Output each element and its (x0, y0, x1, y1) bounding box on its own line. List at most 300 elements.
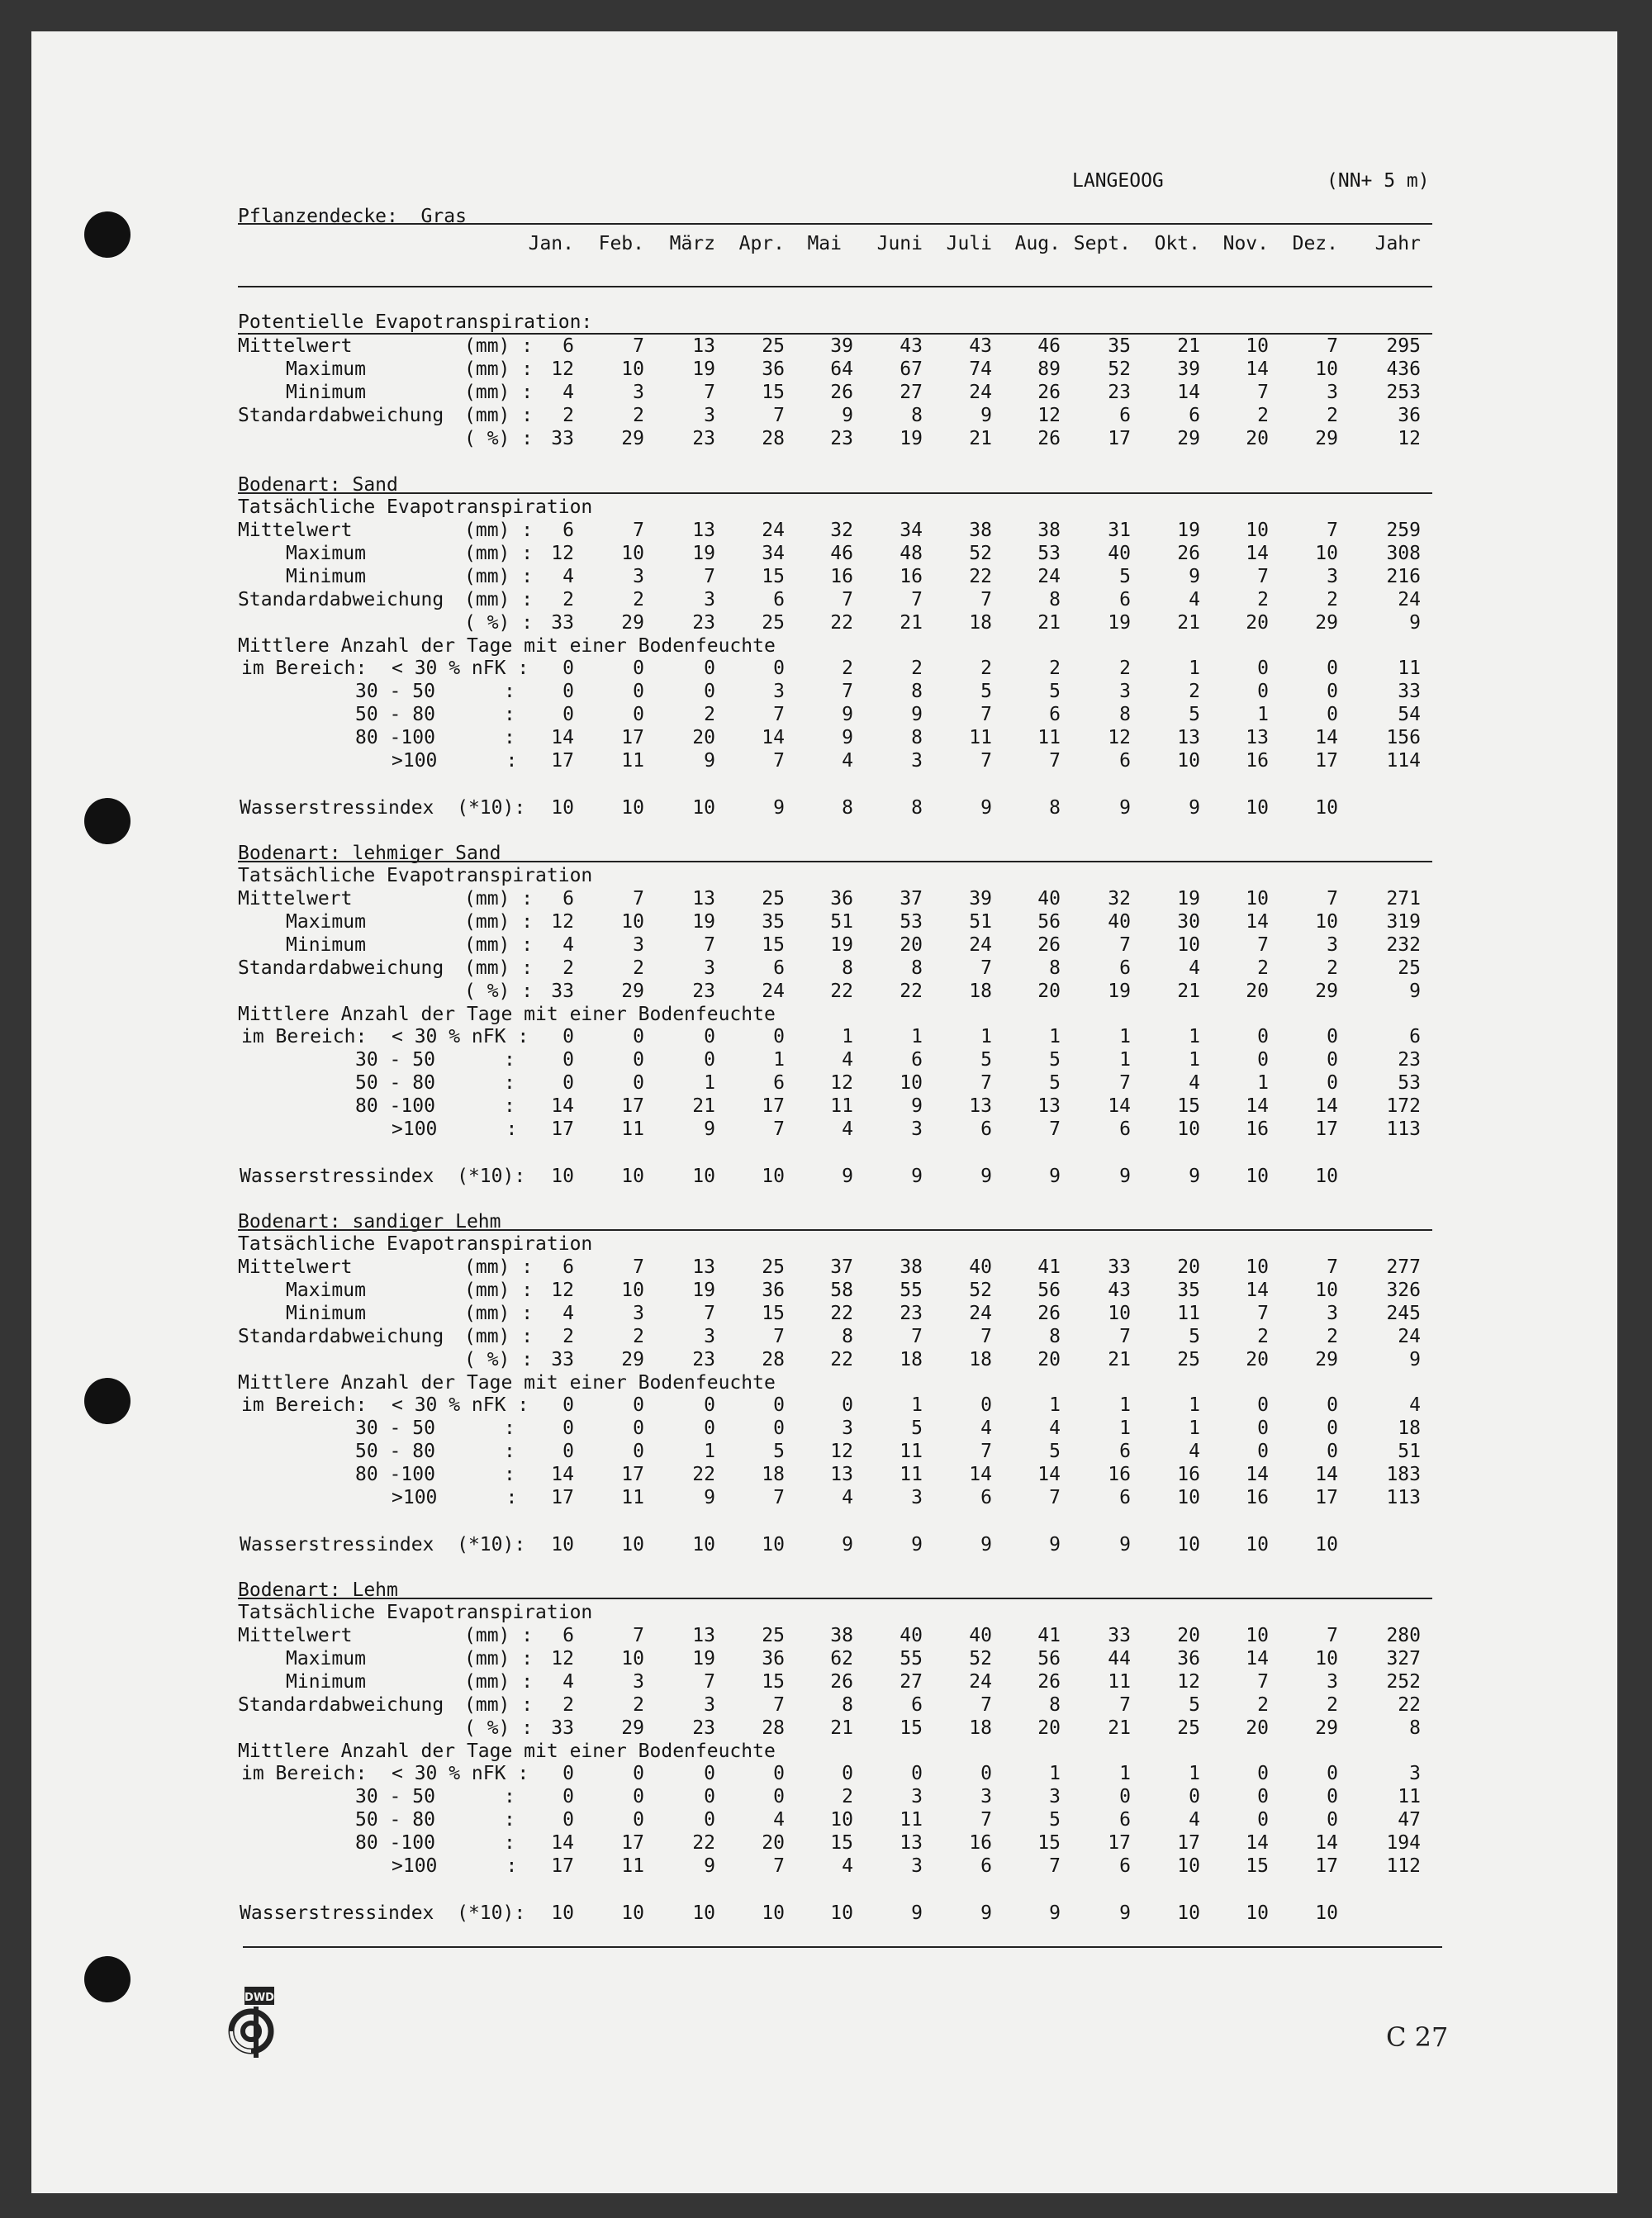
table-cell: 74 (969, 359, 992, 380)
table-cell: 156 (1386, 727, 1421, 748)
moisture-range-label: < 30 % nFK : (392, 1394, 529, 1416)
table-cell: 34 (762, 543, 785, 564)
divider-line (238, 492, 1432, 494)
table-cell: 0 (842, 1394, 853, 1416)
table-cell: 3 (704, 1694, 715, 1716)
table-cell: 3 (633, 934, 644, 956)
table-cell: 10 (1246, 797, 1269, 819)
table-cell: 0 (563, 1763, 574, 1784)
table-cell: 0 (1257, 1049, 1269, 1071)
table-cell: 2 (1189, 681, 1200, 702)
table-cell: 7 (1327, 888, 1338, 910)
table-cell: 9 (704, 1118, 715, 1140)
table-cell: 7 (773, 1326, 785, 1347)
table-cell: 13 (692, 335, 715, 357)
table-cell: 14 (1108, 1095, 1131, 1117)
table-cell: 7 (911, 589, 923, 610)
table-cell: 194 (1386, 1832, 1421, 1854)
table-cell: 24 (969, 1303, 992, 1324)
table-cell: 6 (773, 957, 785, 979)
table-cell: 7 (1257, 1303, 1269, 1324)
table-cell: 8 (1049, 797, 1061, 819)
table-cell: 12 (551, 543, 574, 564)
table-cell: 9 (1409, 1349, 1421, 1370)
table-cell: 9 (1049, 1902, 1061, 1924)
table-cell: 2 (1257, 405, 1269, 426)
table-cell: 14 (1315, 1464, 1338, 1485)
section-title: Potentielle Evapotranspiration: (238, 311, 593, 333)
table-cell: 22 (830, 612, 853, 634)
table-cell: 10 (1246, 888, 1269, 910)
table-cell: 10 (1246, 1256, 1269, 1278)
table-cell: 1 (1257, 704, 1269, 725)
table-cell: 5 (1189, 1326, 1200, 1347)
table-cell: 7 (980, 750, 992, 772)
table-cell: 10 (621, 543, 644, 564)
table-cell: 0 (633, 681, 644, 702)
table-cell: 56 (1037, 1648, 1061, 1669)
table-cell: 10 (551, 1902, 574, 1924)
table-cell: 7 (773, 1118, 785, 1140)
table-cell: 9 (1409, 981, 1421, 1002)
table-cell: 12 (1037, 405, 1061, 426)
table-cell: 6 (980, 1855, 992, 1877)
table-cell: 6 (773, 1072, 785, 1094)
table-cell: 0 (1257, 1394, 1269, 1416)
table-cell: 20 (1177, 1625, 1200, 1646)
table-cell: 5 (773, 1441, 785, 1462)
table-cell: 0 (633, 1809, 644, 1831)
table-cell: 40 (1108, 543, 1131, 564)
table-cell: 51 (830, 911, 853, 933)
table-cell: 9 (911, 704, 923, 725)
row-label: Standardabweichung (238, 1326, 444, 1347)
table-cell: 1 (704, 1072, 715, 1094)
table-cell: 3 (1327, 1671, 1338, 1693)
table-cell: 33 (551, 1717, 574, 1739)
table-cell: 10 (621, 1280, 644, 1301)
table-cell: 10 (1315, 1902, 1338, 1924)
table-cell: 7 (1049, 1487, 1061, 1508)
table-cell: 15 (762, 1303, 785, 1324)
table-cell: 26 (830, 382, 853, 403)
table-cell: 0 (704, 1394, 715, 1416)
table-cell: 0 (773, 1786, 785, 1807)
table-cell: 7 (704, 1303, 715, 1324)
table-cell: 17 (551, 750, 574, 772)
table-cell: 10 (621, 911, 644, 933)
table-cell: 0 (1257, 1418, 1269, 1439)
table-cell: 7 (1049, 1855, 1061, 1877)
table-cell: 53 (1398, 1072, 1421, 1094)
table-cell: 7 (704, 1671, 715, 1693)
table-cell: 8 (1049, 1694, 1061, 1716)
table-cell: 6 (773, 589, 785, 610)
divider-line (238, 861, 1432, 862)
row-label: Minimum (286, 382, 366, 403)
table-cell: 11 (1177, 1303, 1200, 1324)
row-unit: (mm) : (464, 1671, 534, 1693)
table-cell: 5 (980, 1049, 992, 1071)
table-cell: 14 (1246, 543, 1269, 564)
table-cell: 89 (1037, 359, 1061, 380)
table-cell: 1 (1189, 1026, 1200, 1047)
table-cell: 1 (1189, 1763, 1200, 1784)
table-cell: 38 (830, 1625, 853, 1646)
table-cell: 9 (911, 1902, 923, 1924)
row-label: Mittelwert (238, 1256, 353, 1278)
table-cell: 37 (900, 888, 923, 910)
table-cell: 5 (911, 1418, 923, 1439)
soil-type-title: Bodenart: Sand (238, 474, 398, 496)
table-cell: 2 (980, 658, 992, 679)
table-cell: 41 (1037, 1625, 1061, 1646)
row-unit: ( %) : (464, 612, 534, 634)
table-cell: 67 (900, 359, 923, 380)
table-cell: 14 (1246, 911, 1269, 933)
table-cell: 7 (773, 1694, 785, 1716)
table-cell: 21 (830, 1717, 853, 1739)
table-cell: 3 (911, 1118, 923, 1140)
table-cell: 14 (1246, 359, 1269, 380)
table-cell: 10 (762, 1166, 785, 1187)
table-cell: 2 (842, 1786, 853, 1807)
table-cell: 7 (980, 1809, 992, 1831)
table-cell: 1 (1119, 1418, 1131, 1439)
table-cell: 8 (842, 957, 853, 979)
table-cell: 26 (1037, 1671, 1061, 1693)
table-cell: 1 (1119, 1026, 1131, 1047)
punch-hole (84, 1956, 131, 2002)
table-cell: 8 (1119, 704, 1131, 725)
table-cell: 10 (830, 1902, 853, 1924)
table-cell: 326 (1386, 1280, 1421, 1301)
table-cell: 6 (563, 335, 574, 357)
table-cell: 64 (830, 359, 853, 380)
stress-index-label: Wasserstressindex (*10): (240, 1902, 526, 1924)
table-cell: 7 (1257, 934, 1269, 956)
table-cell: 17 (551, 1118, 574, 1140)
table-cell: 10 (692, 1902, 715, 1924)
table-cell: 0 (563, 658, 574, 679)
table-cell: 19 (1108, 612, 1131, 634)
table-cell: 2 (1327, 957, 1338, 979)
table-cell: 0 (563, 1394, 574, 1416)
table-cell: 1 (1119, 1763, 1131, 1784)
table-cell: 37 (830, 1256, 853, 1278)
table-cell: 7 (1327, 335, 1338, 357)
table-cell: 10 (762, 1534, 785, 1555)
table-cell: 6 (563, 1625, 574, 1646)
row-label: Minimum (286, 1671, 366, 1693)
table-cell: 6 (1119, 957, 1131, 979)
table-cell: 10 (1315, 359, 1338, 380)
row-label: Maximum (286, 911, 366, 933)
table-cell: 8 (911, 957, 923, 979)
row-label: Standardabweichung (238, 1694, 444, 1716)
table-cell: 11 (830, 1095, 853, 1117)
table-cell: 21 (969, 428, 992, 449)
table-cell: 14 (551, 1464, 574, 1485)
table-cell: 24 (762, 981, 785, 1002)
subsection-title: Mittlere Anzahl der Tage mit einer Bodenfeuchte (238, 635, 776, 657)
table-cell: 4 (563, 382, 574, 403)
table-cell: 8 (1049, 957, 1061, 979)
table-cell: 35 (762, 911, 785, 933)
stress-index-label: Wasserstressindex (*10): (240, 797, 526, 819)
subsection-title: Tatsächliche Evapotranspiration (238, 496, 593, 518)
table-cell: 10 (692, 1166, 715, 1187)
table-cell: 7 (633, 888, 644, 910)
table-cell: 3 (633, 1303, 644, 1324)
table-cell: 327 (1386, 1648, 1421, 1669)
table-cell: 17 (1315, 1118, 1338, 1140)
table-cell: 0 (704, 1418, 715, 1439)
table-cell: 12 (1108, 727, 1131, 748)
table-cell: 5 (1049, 1809, 1061, 1831)
table-cell: 10 (1177, 934, 1200, 956)
table-cell: 35 (1108, 335, 1131, 357)
table-cell: 4 (1189, 1441, 1200, 1462)
table-cell: 17 (1177, 1832, 1200, 1854)
table-cell: 40 (969, 1256, 992, 1278)
table-cell: 7 (1119, 1072, 1131, 1094)
table-cell: 10 (551, 1534, 574, 1555)
table-cell: 0 (633, 1786, 644, 1807)
table-cell: 1 (1119, 1049, 1131, 1071)
table-cell: 0 (773, 1418, 785, 1439)
moisture-range-label: >100 : (392, 1487, 518, 1508)
table-cell: 0 (1327, 1026, 1338, 1047)
row-unit: (mm) : (464, 520, 534, 541)
table-cell: 3 (1327, 566, 1338, 587)
table-cell: 24 (969, 934, 992, 956)
table-cell: 43 (1108, 1280, 1131, 1301)
table-cell: 10 (1246, 1166, 1269, 1187)
table-cell: 17 (1108, 1832, 1131, 1854)
table-cell: 10 (551, 797, 574, 819)
table-cell: 10 (1315, 911, 1338, 933)
moisture-range-label: 80 -100 : (355, 1095, 515, 1117)
table-cell: 4 (1189, 589, 1200, 610)
table-cell: 259 (1386, 520, 1421, 541)
table-cell: 6 (1119, 1441, 1131, 1462)
table-cell: 1 (1119, 1394, 1131, 1416)
table-cell: 2 (1257, 589, 1269, 610)
table-cell: 15 (762, 566, 785, 587)
table-cell: 6 (980, 1118, 992, 1140)
table-cell: 17 (621, 727, 644, 748)
table-cell: 0 (563, 1026, 574, 1047)
table-cell: 7 (1327, 1625, 1338, 1646)
table-cell: 54 (1398, 704, 1421, 725)
table-cell: 9 (911, 1095, 923, 1117)
table-cell: 0 (563, 1809, 574, 1831)
table-cell: 17 (551, 1487, 574, 1508)
table-cell: 24 (1037, 566, 1061, 587)
table-cell: 29 (621, 1717, 644, 1739)
table-cell: 7 (1049, 1118, 1061, 1140)
moisture-range-label: < 30 % nFK : (392, 658, 529, 679)
table-cell: 11 (621, 1487, 644, 1508)
table-cell: 232 (1386, 934, 1421, 956)
table-cell: 2 (563, 1326, 574, 1347)
table-cell: 0 (563, 1072, 574, 1094)
column-header-7: Aug. (1014, 233, 1061, 254)
table-cell: 2 (633, 1326, 644, 1347)
table-cell: 253 (1386, 382, 1421, 403)
table-cell: 14 (1246, 1832, 1269, 1854)
table-cell: 8 (842, 1694, 853, 1716)
table-cell: 10 (1315, 1280, 1338, 1301)
table-cell: 27 (900, 1671, 923, 1693)
table-cell: 10 (551, 1166, 574, 1187)
table-cell: 31 (1108, 520, 1131, 541)
table-cell: 9 (842, 727, 853, 748)
divider-line (243, 1946, 1442, 1948)
table-cell: 28 (762, 428, 785, 449)
table-cell: 19 (692, 1648, 715, 1669)
table-cell: 113 (1386, 1487, 1421, 1508)
table-cell: 7 (980, 589, 992, 610)
table-cell: 5 (980, 681, 992, 702)
table-cell: 20 (1246, 428, 1269, 449)
table-cell: 4 (1189, 957, 1200, 979)
table-cell: 10 (830, 1809, 853, 1831)
table-cell: 0 (911, 1763, 923, 1784)
table-cell: 14 (1246, 1648, 1269, 1669)
table-cell: 23 (692, 981, 715, 1002)
table-cell: 0 (1327, 1441, 1338, 1462)
table-cell: 17 (551, 1855, 574, 1877)
table-cell: 7 (1119, 1694, 1131, 1716)
table-cell: 4 (563, 566, 574, 587)
table-cell: 3 (633, 1671, 644, 1693)
table-cell: 4 (842, 1118, 853, 1140)
table-cell: 0 (633, 1049, 644, 1071)
table-cell: 3 (1327, 1303, 1338, 1324)
table-cell: 9 (980, 1534, 992, 1555)
table-cell: 3 (911, 1786, 923, 1807)
table-cell: 33 (1398, 681, 1421, 702)
table-cell: 13 (692, 1256, 715, 1278)
table-cell: 10 (1246, 1534, 1269, 1555)
table-cell: 21 (1108, 1717, 1131, 1739)
table-cell: 1 (1189, 658, 1200, 679)
table-cell: 22 (900, 981, 923, 1002)
table-cell: 7 (773, 1855, 785, 1877)
table-cell: 4 (1409, 1394, 1421, 1416)
table-cell: 0 (633, 1394, 644, 1416)
table-cell: 2 (911, 658, 923, 679)
table-cell: 3 (704, 589, 715, 610)
table-cell: 4 (1189, 1809, 1200, 1831)
table-cell: 19 (1177, 520, 1200, 541)
table-cell: 19 (692, 359, 715, 380)
table-cell: 35 (1177, 1280, 1200, 1301)
moisture-range-label: 30 - 50 : (355, 1418, 515, 1439)
column-header-5: Juni (876, 233, 923, 254)
table-cell: 20 (1246, 1717, 1269, 1739)
table-cell: 7 (1327, 1256, 1338, 1278)
table-cell: 6 (1189, 405, 1200, 426)
table-cell: 6 (1119, 405, 1131, 426)
table-cell: 252 (1386, 1671, 1421, 1693)
table-cell: 0 (773, 1763, 785, 1784)
table-cell: 10 (1177, 1534, 1200, 1555)
table-cell: 113 (1386, 1118, 1421, 1140)
table-cell: 10 (900, 1072, 923, 1094)
table-cell: 10 (1108, 1303, 1131, 1324)
table-cell: 0 (980, 1763, 992, 1784)
table-cell: 7 (773, 750, 785, 772)
table-cell: 0 (704, 681, 715, 702)
divider-line (238, 286, 1432, 287)
table-cell: 6 (980, 1487, 992, 1508)
table-cell: 33 (551, 981, 574, 1002)
table-cell: 13 (830, 1464, 853, 1485)
table-cell: 11 (621, 1118, 644, 1140)
row-label: Mittelwert (238, 888, 353, 910)
table-cell: 53 (1037, 543, 1061, 564)
table-cell: 27 (900, 382, 923, 403)
table-cell: 11 (621, 750, 644, 772)
table-cell: 23 (692, 1349, 715, 1370)
table-cell: 9 (911, 1534, 923, 1555)
table-cell: 7 (980, 704, 992, 725)
table-cell: 33 (1108, 1256, 1131, 1278)
table-cell: 10 (1315, 1166, 1338, 1187)
table-cell: 39 (830, 335, 853, 357)
table-cell: 12 (1398, 428, 1421, 449)
table-cell: 0 (1257, 1786, 1269, 1807)
table-cell: 24 (762, 520, 785, 541)
table-cell: 7 (911, 1326, 923, 1347)
table-cell: 12 (1177, 1671, 1200, 1693)
table-cell: 1 (1049, 1763, 1061, 1784)
table-cell: 26 (830, 1671, 853, 1693)
table-cell: 3 (633, 382, 644, 403)
table-cell: 0 (1257, 1026, 1269, 1047)
table-cell: 15 (830, 1832, 853, 1854)
table-cell: 6 (563, 888, 574, 910)
table-cell: 18 (1398, 1418, 1421, 1439)
row-label: Mittelwert (238, 335, 353, 357)
moisture-range-label: 80 -100 : (355, 1464, 515, 1485)
table-cell: 33 (551, 428, 574, 449)
stress-index-label: Wasserstressindex (*10): (240, 1534, 526, 1555)
table-cell: 1 (1257, 1072, 1269, 1094)
table-cell: 15 (762, 382, 785, 403)
column-header-6: Juli (946, 233, 992, 254)
table-cell: 14 (551, 727, 574, 748)
table-cell: 2 (563, 589, 574, 610)
table-cell: 4 (563, 934, 574, 956)
moisture-range-label: 50 - 80 : (355, 1072, 515, 1094)
table-cell: 0 (704, 1809, 715, 1831)
table-cell: 9 (1119, 1534, 1131, 1555)
table-cell: 172 (1386, 1095, 1421, 1117)
table-cell: 2 (1327, 1326, 1338, 1347)
table-cell: 9 (842, 1534, 853, 1555)
table-cell: 9 (773, 797, 785, 819)
table-cell: 20 (762, 1832, 785, 1854)
table-cell: 29 (621, 428, 644, 449)
table-cell: 13 (1246, 727, 1269, 748)
table-cell: 0 (633, 1026, 644, 1047)
table-cell: 0 (633, 1072, 644, 1094)
table-cell: 4 (563, 1303, 574, 1324)
